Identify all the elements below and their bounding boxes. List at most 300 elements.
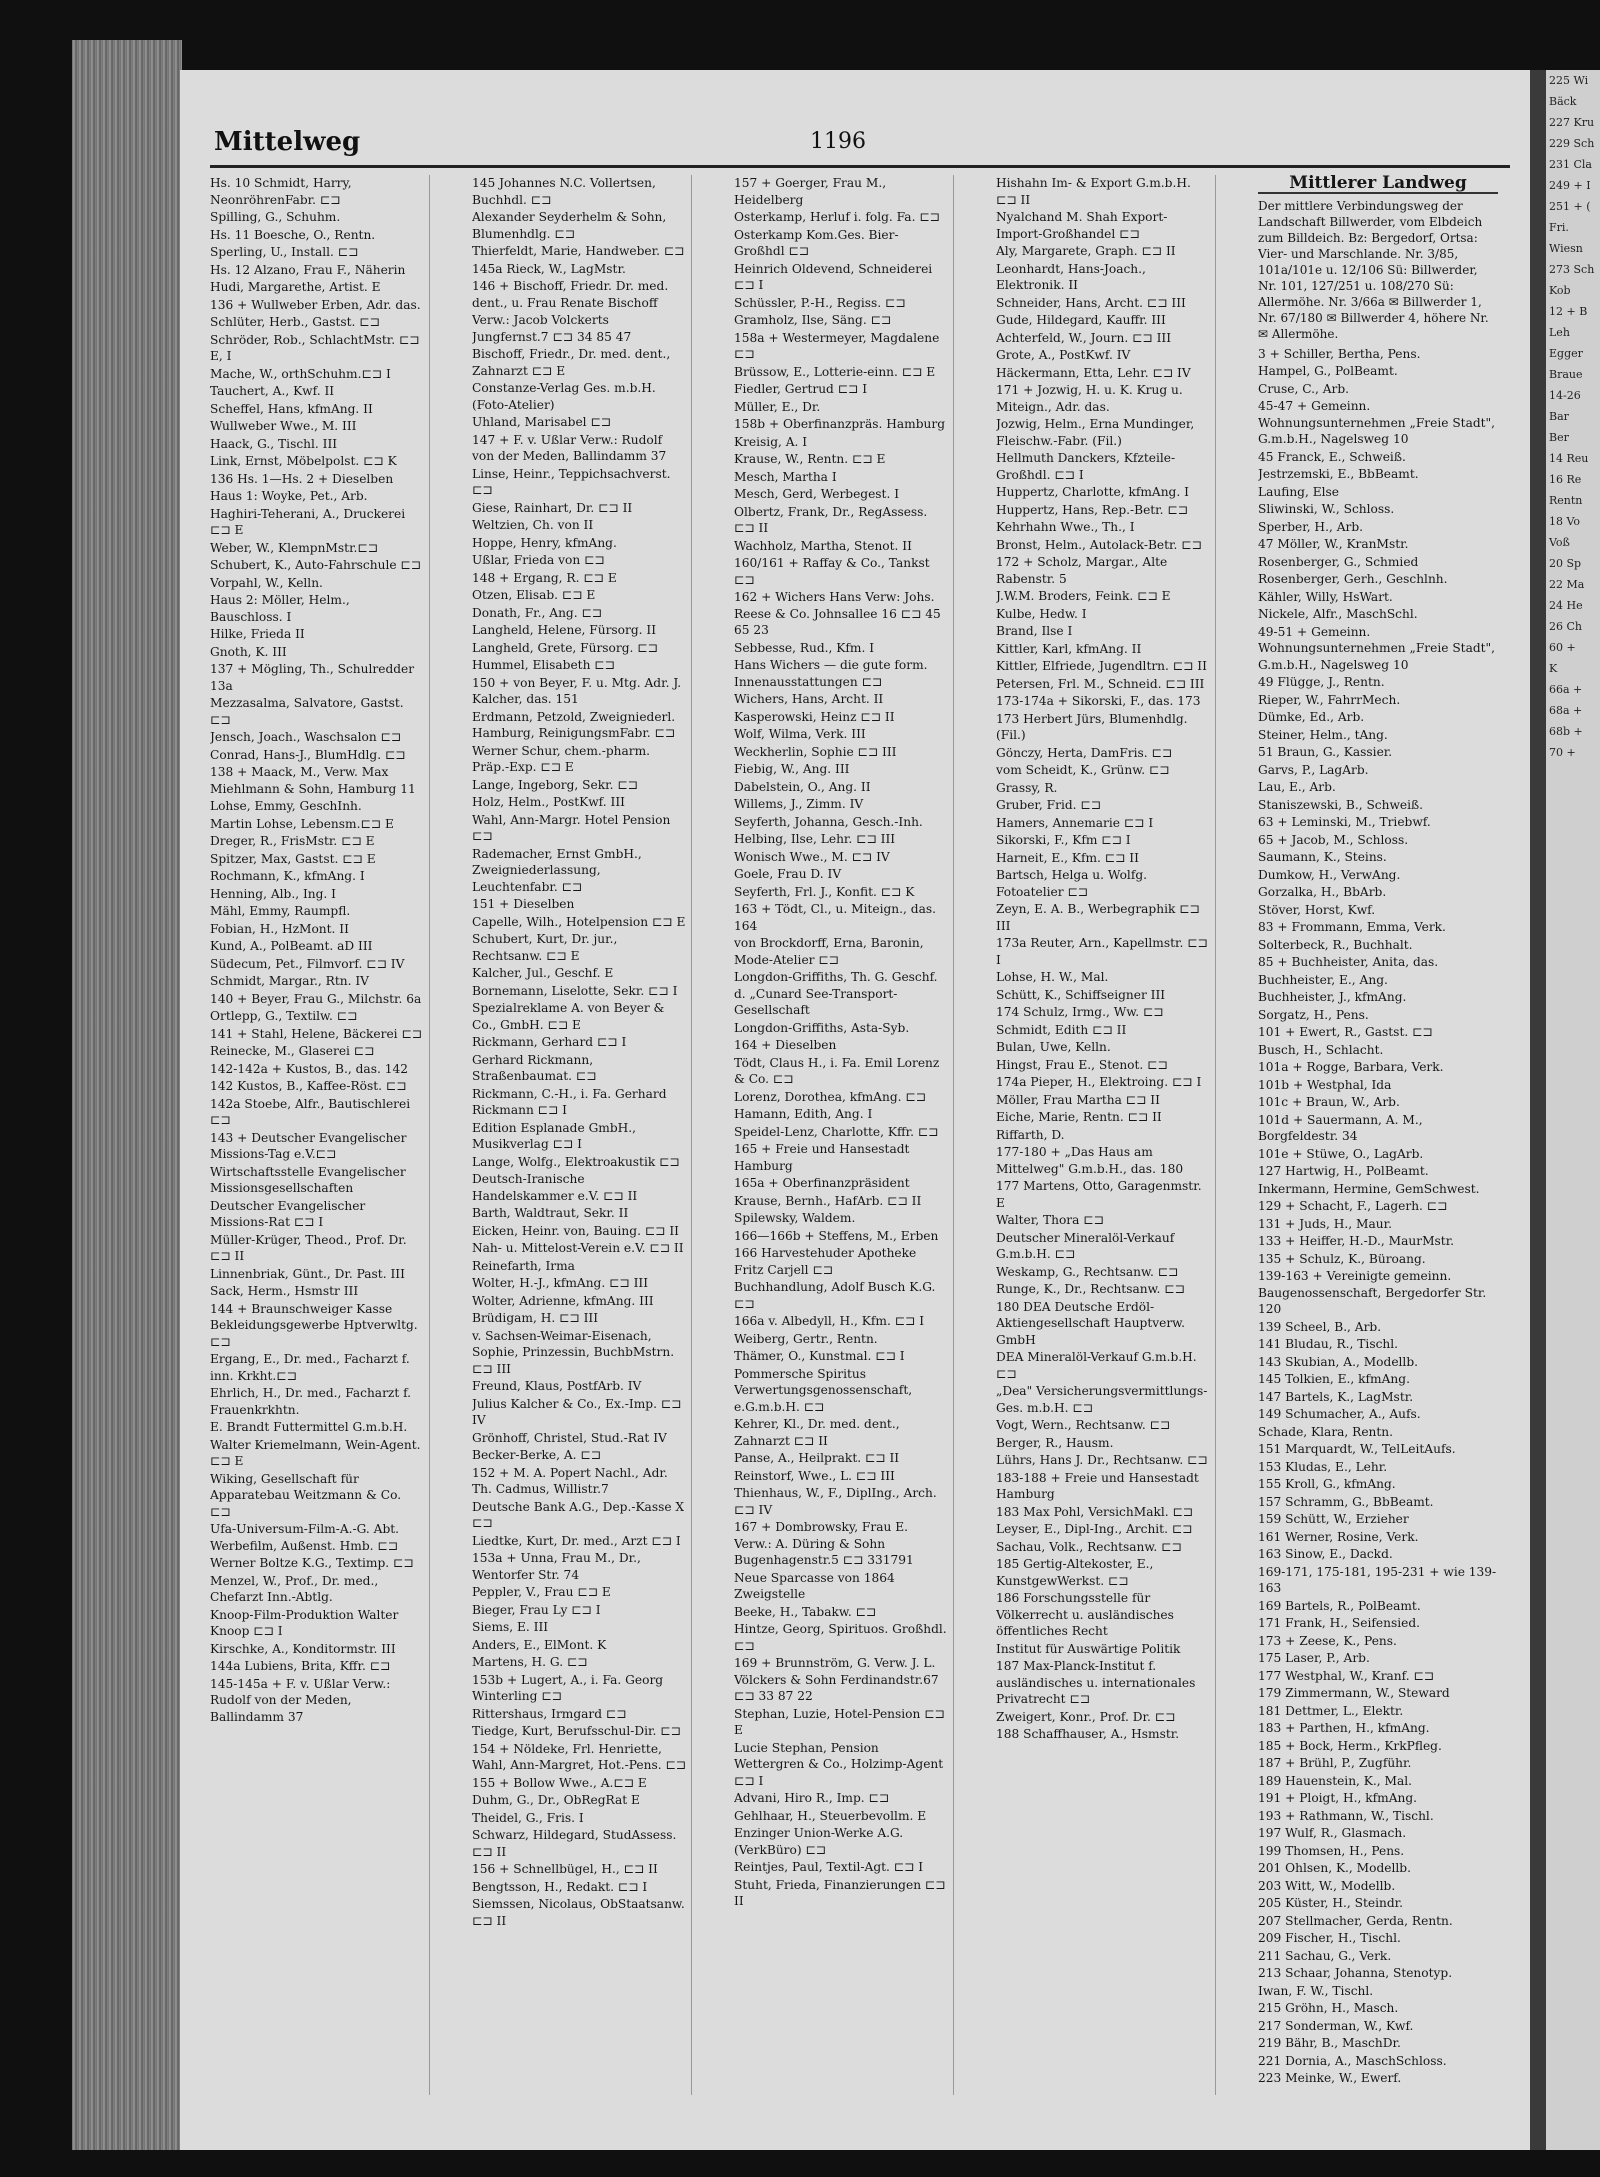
directory-entry: 142-142a + Kustos, B., das. 142: [210, 1061, 408, 1076]
directory-entry: 186 Forschungsstelle für Völkerrecht u. ausländisches öffentliches Recht: [996, 1591, 1174, 1638]
directory-entry: Rochmann, K., kfmAng. I: [210, 869, 365, 883]
directory-entry: 139 Scheel, B., Arb.: [1258, 1319, 1382, 1334]
directory-entry: Fiedler, Gertrud ⊏⊐ I: [734, 382, 868, 396]
directory-entry: Jestrzemski, E., BbBeamt.: [1258, 467, 1419, 481]
directory-entry: Schmidt, Edith ⊏⊐ II: [996, 1022, 1127, 1037]
directory-entry: 157 Schramm, G., BbBeamt.: [1258, 1494, 1434, 1509]
directory-entry: Lau, E., Arb.: [1258, 780, 1336, 794]
directory-entry: Linnenbriak, Günt., Dr. Past. III: [210, 1266, 405, 1281]
directory-entry: Buchheister, E., Ang.: [1258, 972, 1388, 987]
directory-entry: 183-188 + Freie und Hansestadt Hamburg: [996, 1470, 1199, 1501]
directory-entry: 49 Flügge, J., Rentn.: [1258, 675, 1385, 689]
directory-entry: 166—166b + Steffens, M., Erben: [734, 1228, 939, 1243]
next-page-fragment: 273 Sch: [1549, 263, 1595, 276]
next-page-fragment: Braue: [1549, 368, 1583, 381]
directory-entry: Seyferth, Frl. J., Konfit. ⊏⊐ K: [734, 884, 915, 899]
directory-entry: Reinstorf, Wwe., L. ⊏⊐ III: [734, 1468, 895, 1483]
directory-entry: Otzen, Elisab. ⊏⊐ E: [472, 588, 596, 602]
directory-entry: Fiebig, W., Ang. III: [734, 762, 850, 776]
directory-entry: Linse, Heinr., Teppichsachverst. ⊏⊐: [472, 466, 671, 497]
directory-entry: vom Scheidt, K., Grünw. ⊏⊐: [996, 763, 1170, 777]
directory-entry: Hishahn Im- & Export G.m.b.H. ⊏⊐ II: [996, 176, 1191, 207]
directory-entry: Schlüter, Herb., Gastst. ⊏⊐: [210, 315, 380, 329]
directory-entry: Bartsch, Helga u. Wolfg. Fotoatelier ⊏⊐: [996, 868, 1148, 899]
directory-entry: 144 + Braunschweiger Kasse Bekleidungsgewerbe Hptverwltg. ⊏⊐: [210, 1301, 418, 1349]
directory-entry: Speidel-Lenz, Charlotte, Kffr. ⊏⊐: [734, 1124, 939, 1139]
directory-entry: 177 Westphal, W., Kranf. ⊏⊐: [1258, 1668, 1435, 1683]
directory-entry: 47 Möller, W., KranMstr.: [1258, 537, 1409, 551]
directory-entry: Nyalchand M. Shah Export-Import-Großhandel ⊏⊐: [996, 210, 1168, 241]
directory-entry: Hamann, Edith, Ang. I: [734, 1107, 873, 1121]
directory-entry: DEA Mineralöl-Verkauf G.m.b.H. ⊏⊐: [996, 1350, 1197, 1381]
directory-entry: Wullweber Wwe., M. III: [210, 419, 357, 433]
next-page-fragment: 70 +: [1549, 746, 1576, 759]
directory-entry: Schubert, Kurt, Dr. jur., Rechtsanw. ⊏⊐ E: [472, 932, 618, 963]
directory-entry: Weskamp, G., Rechtsanw. ⊏⊐: [996, 1264, 1179, 1279]
directory-entry: Siems, E. III: [472, 1620, 549, 1634]
directory-entry: Stephan, Luzie, Hotel-Pension ⊏⊐ E: [734, 1706, 945, 1737]
directory-entry: Berger, R., Hausm.: [996, 1435, 1114, 1450]
directory-entry: Grönhoff, Christel, Stud.-Rat IV: [472, 1430, 667, 1445]
directory-entry: Müller-Krüger, Theod., Prof. Dr. ⊏⊐ II: [210, 1232, 407, 1263]
street-description: Der mittlere Verbindungsweg der Landschaft Billwerder, vom Elbdeich zum Billdeich. Bz: Bergedorf, Ortsa: Vier- und Marschlande. Nr. 3/85, 101a/101e u. 12/106 Sü: Billwerder, Nr. 101, 127/251 u. 108/270 Sü: Allermöhe. Nr. 3/66a ✉ Billwerder 1, Nr. 67/180 ✉ Billwerder 4, höhere Nr. ✉ Allermöhe.: [1258, 198, 1489, 341]
directory-entry: Aly, Margarete, Graph. ⊏⊐ II: [996, 244, 1176, 258]
directory-entry: Fobian, H., HzMont. II: [210, 921, 349, 936]
directory-entry: Werner Schur, chem.-pharm. Präp.-Exp. ⊏⊐ E: [472, 743, 651, 774]
next-page-fragment: 68b +: [1549, 725, 1583, 738]
directory-entry: Osterkamp Kom.Ges. Bier-Großhdl ⊏⊐: [734, 227, 899, 258]
directory-entry: 101a + Rogge, Barbara, Verk.: [1258, 1060, 1444, 1074]
directory-entry: 187 + Brühl, P., Zugführ.: [1258, 1756, 1412, 1770]
directory-entry: Capelle, Wilh., Hotelpension ⊏⊐ E: [472, 914, 686, 929]
page-number: 1196: [810, 129, 866, 154]
directory-entry: Krause, W., Rentn. ⊏⊐ E: [734, 452, 886, 466]
directory-entry: 142a Stoebe, Alfr., Bautischlerei ⊏⊐: [210, 1096, 411, 1127]
directory-entry: 140 + Beyer, Frau G., Milchstr. 6a: [210, 991, 422, 1006]
directory-entry: Edition Esplanade GmbH., Musikverlag ⊏⊐ I: [472, 1120, 637, 1151]
directory-entry: Steiner, Helm., tAng.: [1258, 727, 1388, 742]
directory-entry: Haus 2: Möller, Helm., Bauschloss. I: [210, 593, 350, 624]
directory-entry: Jensch, Joach., Waschsalon ⊏⊐: [210, 730, 402, 744]
directory-entry: 164 + Dieselben: [734, 1038, 837, 1052]
directory-entry: Dreger, R., FrisMstr. ⊏⊐ E: [210, 834, 375, 848]
directory-entry: Siemssen, Nicolaus, ObStaatsanw. ⊏⊐ II: [472, 1897, 685, 1928]
directory-entry: 177 Martens, Otto, Garagenmstr. E: [996, 1179, 1202, 1210]
directory-entry: 180 DEA Deutsche Erdöl-Aktiengesellschaft Hauptverw. GmbH: [996, 1299, 1186, 1347]
directory-entry: Möller, Frau Martha ⊏⊐ II: [996, 1092, 1160, 1107]
directory-entry: Ergang, E., Dr. med., Facharzt f. inn. Krkht.⊏⊐: [210, 1352, 410, 1383]
directory-entry: Schmidt, Margar., Rtn. IV: [210, 974, 369, 988]
next-page-fragment: Ber: [1549, 431, 1569, 444]
directory-entry: Weltzien, Ch. von II: [472, 518, 594, 532]
directory-entry: Wirtschaftsstelle Evangelischer Missionsgesellschaften: [210, 1164, 406, 1195]
directory-entry: Kittler, Elfriede, Jugendltrn. ⊏⊐ II: [996, 659, 1207, 673]
directory-entry: 155 Kroll, G., kfmAng.: [1258, 1477, 1396, 1491]
directory-entry: 191 + Ploigt, H., kfmAng.: [1258, 1791, 1418, 1805]
directory-entry: Mesch, Gerd, Werbegest. I: [734, 487, 900, 501]
directory-entry: Zweigert, Konr., Prof. Dr. ⊏⊐: [996, 1709, 1176, 1724]
directory-entry: 141 Bludau, R., Tischl.: [1258, 1337, 1399, 1351]
directory-entry: Lucie Stephan, Pension Wettergren & Co., Holzimp-Agent ⊏⊐ I: [734, 1740, 944, 1788]
directory-entry: Rosenberger, G., Schmied: [1258, 554, 1419, 569]
directory-entry: Tauchert, A., Kwf. II: [210, 384, 335, 398]
book-page-edges: [72, 40, 182, 2150]
directory-entry: Knoop-Film-Produktion Walter Knoop ⊏⊐ I: [210, 1607, 399, 1638]
directory-entry: Gruber, Frid. ⊏⊐: [996, 798, 1102, 812]
directory-entry: Barth, Waldtraut, Sekr. II: [472, 1206, 629, 1220]
directory-entry: 207 Stellmacher, Gerda, Rentn.: [1258, 1913, 1453, 1928]
directory-entry: Bischoff, Friedr., Dr. med. dent., Zahnarzt ⊏⊐ E: [472, 347, 671, 378]
directory-entry: Eicken, Heinr. von, Bauing. ⊏⊐ II: [472, 1223, 679, 1238]
directory-entry: 142 Kustos, B., Kaffee-Röst. ⊏⊐: [210, 1079, 407, 1093]
directory-entry: Dümke, Ed., Arb.: [1258, 710, 1365, 724]
directory-entry: Longdon-Griffiths, Asta-Syb.: [734, 1020, 910, 1035]
directory-entry: Wahl, Ann-Margr. Hotel Pension ⊏⊐: [472, 812, 671, 843]
directory-entry: 173a Reuter, Arn., Kapellmstr. ⊏⊐ I: [996, 936, 1208, 967]
next-page-fragment: Egger: [1549, 347, 1583, 360]
directory-entry: Hans Wichers — die gute form. Innenausstattungen ⊏⊐: [734, 658, 928, 689]
directory-entry: 217 Sonderman, W., Kwf.: [1258, 2018, 1414, 2033]
directory-entry: 163 Sinow, E., Dackd.: [1258, 1547, 1393, 1561]
directory-entry: Wiking, Gesellschaft für Apparatebau Weitzmann & Co. ⊏⊐: [210, 1471, 402, 1519]
directory-entry: Alexander Seyderhelm & Sohn, Blumenhdlg. ⊏⊐: [472, 210, 667, 241]
directory-entry: Haus 1: Woyke, Pet., Arb.: [210, 489, 368, 503]
directory-entry: Petersen, Frl. M., Schneid. ⊏⊐ III: [996, 676, 1205, 691]
street-heading: Mittlerer Landweg: [1258, 175, 1498, 194]
directory-entry: Ortlepp, G., Textilw. ⊏⊐: [210, 1009, 358, 1023]
next-page-fragment: 251 + (: [1549, 200, 1591, 213]
directory-entry: 213 Schaar, Johanna, Stenotyp.: [1258, 1966, 1453, 1980]
directory-entry: Schwarz, Hildegard, StudAssess. ⊏⊐ II: [472, 1828, 677, 1859]
directory-entry: Huppertz, Charlotte, kfmAng. I: [996, 485, 1189, 499]
directory-entry: 143 Skubian, A., Modellb.: [1258, 1354, 1419, 1369]
directory-entry: Wichers, Hans, Archt. II: [734, 692, 884, 706]
directory-entry: 199 Thomsen, H., Pens.: [1258, 1843, 1405, 1858]
directory-entry: Mesch, Martha I: [734, 469, 837, 484]
directory-entry: 162 + Wichers Hans Verw: Johs. Reese & Co. Johnsallee 16 ⊏⊐ 45 65 23: [734, 590, 941, 637]
directory-entry: 137 + Mögling, Th., Schulredder 13a: [210, 662, 415, 693]
directory-entry: Holz, Helm., PostKwf. III: [472, 795, 625, 809]
directory-entry: Gramholz, Ilse, Säng. ⊏⊐: [734, 313, 892, 327]
directory-entry: 136 Hs. 1—Hs. 2 + Dieselben: [210, 471, 394, 486]
directory-entry: Heinrich Oldevend, Schneiderei ⊏⊐ I: [734, 261, 933, 292]
directory-entry: 221 Dornia, A., MaschSchloss.: [1258, 2053, 1447, 2068]
next-page-fragment: 225 Wi: [1549, 74, 1589, 87]
directory-entry: Sack, Herm., Hsmstr III: [210, 1284, 359, 1298]
directory-entry: Goele, Frau D. IV: [734, 867, 842, 881]
directory-entry: 185 + Bock, Herm., KrkPfleg.: [1258, 1738, 1442, 1753]
directory-entry: 83 + Frommann, Emma, Verk.: [1258, 920, 1446, 934]
directory-entry: 169 + Brunnström, G. Verw. J. L. Völckers & Sohn Ferdinandstr.67 ⊏⊐ 33 87 22: [734, 1656, 939, 1703]
directory-entry: 154 + Nöldeke, Frl. Henriette, Wahl, Ann-Margret, Hot.-Pens. ⊏⊐: [472, 1741, 687, 1772]
directory-entry: Gnoth, K. III: [210, 644, 287, 659]
directory-entry: Bengtsson, H., Redakt. ⊏⊐ I: [472, 1879, 648, 1894]
directory-entry: Müller, E., Dr.: [734, 399, 821, 414]
directory-entry: 193 + Rathmann, W., Tischl.: [1258, 1808, 1434, 1823]
directory-entry: Spezialreklame A. von Beyer & Co., GmbH. ⊏⊐ E: [472, 1001, 665, 1032]
directory-entry: Dumkow, H., VerwAng.: [1258, 867, 1401, 882]
directory-entry: Lohse, H. W., Mal.: [996, 970, 1109, 984]
directory-column-3: [734, 175, 954, 2095]
directory-entry: 201 Ohlsen, K., Modellb.: [1258, 1861, 1411, 1875]
directory-entry: 149 Schumacher, A., Aufs.: [1258, 1407, 1421, 1421]
directory-entry: Bieger, Frau Ly ⊏⊐ I: [472, 1602, 601, 1617]
directory-entry: 138 + Maack, M., Verw. Max Miehlmann & Sohn, Hamburg 11: [210, 765, 416, 796]
directory-entry: Bornemann, Liselotte, Sekr. ⊏⊐ I: [472, 983, 678, 998]
directory-entry: Weiberg, Gertr., Rentn.: [734, 1331, 878, 1346]
directory-entry: Kähler, Willy, HsWart.: [1258, 589, 1393, 604]
directory-entry: Rosenberger, Gerh., Geschlnh.: [1258, 572, 1448, 586]
directory-entry: Rittershaus, Irmgard ⊏⊐: [472, 1706, 627, 1721]
directory-entry: Brand, Ilse I: [996, 624, 1073, 638]
directory-entry: Rademacher, Ernst GmbH., Zweigniederlassung, Leuchtenfabr. ⊏⊐: [472, 846, 642, 894]
directory-entry: Harneit, E., Kfm. ⊏⊐ II: [996, 850, 1139, 865]
directory-entry: Deutscher Mineralöl-Verkauf G.m.b.H. ⊏⊐: [996, 1230, 1175, 1261]
next-page-fragment: Leh: [1549, 326, 1570, 339]
directory-entry: Kreisig, A. I: [734, 434, 808, 449]
directory-entry: Willems, J., Zimm. IV: [734, 797, 864, 811]
directory-entry: Stuht, Frieda, Finanzierungen ⊏⊐ II: [734, 1877, 946, 1908]
directory-entry: 101e + Stüwe, O., LagArb.: [1258, 1146, 1424, 1161]
directory-entry: Advani, Hiro R., Imp. ⊏⊐: [734, 1791, 890, 1805]
directory-entry: 145a Rieck, W., LagMstr.: [472, 261, 626, 276]
directory-entry: Hingst, Frau E., Stenot. ⊏⊐: [996, 1057, 1168, 1072]
directory-entry: Südecum, Pet., Filmvorf. ⊏⊐ IV: [210, 956, 405, 971]
directory-entry: Wolter, Adrienne, kfmAng. III: [472, 1293, 654, 1308]
directory-entry: Rickmann, Gerhard ⊏⊐ I: [472, 1035, 627, 1049]
directory-entry: Hellmuth Danckers, Kfzteile-Großhdl. ⊏⊐ I: [996, 451, 1176, 482]
next-page-fragment: 12 + B: [1549, 305, 1588, 318]
directory-entry: Ehrlich, H., Dr. med., Facharzt f. Frauenkrkhtn.: [210, 1386, 412, 1417]
directory-entry: Haghiri-Teherani, A., Druckerei ⊏⊐ E: [210, 506, 406, 537]
directory-entry: Uhland, Marisabel ⊏⊐: [472, 415, 612, 429]
directory-entry: Tödt, Claus H., i. Fa. Emil Lorenz & Co. ⊏⊐: [734, 1055, 940, 1086]
directory-entry: Hummel, Elisabeth ⊏⊐: [472, 658, 615, 672]
directory-entry: 131 + Juds, H., Maur.: [1258, 1216, 1392, 1231]
directory-entry: 167 + Dombrowsky, Frau E. Verw.: A. Düring & Sohn Bugenhagenstr.5 ⊏⊐ 331791: [734, 1520, 914, 1567]
directory-entry: Langheld, Grete, Fürsorg. ⊏⊐: [472, 640, 658, 655]
directory-entry: Lorenz, Dorothea, kfmAng. ⊏⊐: [734, 1089, 927, 1104]
directory-entry: Walter, Thora ⊏⊐: [996, 1213, 1104, 1227]
directory-entry: Pommersche Spiritus Verwertungsgenossenschaft, e.G.m.b.H. ⊏⊐: [734, 1366, 913, 1414]
directory-entry: Garvs, P., LagArb.: [1258, 762, 1369, 777]
directory-entry: Hs. 10 Schmidt, Harry, NeonröhrenFabr. ⊏⊐: [210, 176, 352, 207]
directory-entry: 129 + Schacht, F., Lagerh. ⊏⊐: [1258, 1199, 1448, 1213]
page-header: [210, 125, 1510, 168]
directory-entry: 173-174a + Sikorski, F., das. 173: [996, 694, 1201, 708]
directory-entry: Mezzasalma, Salvatore, Gastst. ⊏⊐: [210, 696, 404, 727]
directory-entry: Sperber, H., Arb.: [1258, 519, 1363, 534]
directory-entry: 145-145a + F. v. Ußlar Verw.: Rudolf von der Meden, Ballindamm 37: [210, 1676, 391, 1724]
directory-entry: Brüdigam, H. ⊏⊐ III: [472, 1311, 599, 1325]
next-page-fragment: 231 Cla: [1549, 158, 1592, 171]
directory-entry: Wolf, Wilma, Verk. III: [734, 727, 866, 741]
directory-entry: 156 + Schnellbügel, H., ⊏⊐ II: [472, 1862, 658, 1876]
directory-entry: Kund, A., PolBeamt. aD III: [210, 939, 373, 953]
directory-entry: 148 + Ergang, R. ⊏⊐ E: [472, 570, 617, 585]
directory-entry: Link, Ernst, Möbelpolst. ⊏⊐ K: [210, 454, 397, 468]
directory-entry: Sikorski, F., Kfm ⊏⊐ I: [996, 833, 1131, 847]
directory-entry: Gude, Hildegard, Kauffr. III: [996, 313, 1166, 327]
directory-entry: 165a + Oberfinanzpräsident: [734, 1176, 910, 1190]
directory-entry: Gehlhaar, H., Steuerbevollm. E: [734, 1808, 927, 1823]
directory-entry: Hintze, Georg, Spirituos. Großhdl. ⊏⊐: [734, 1622, 947, 1653]
next-page-fragment: 26 Ch: [1549, 620, 1582, 633]
directory-entry: Krause, Bernh., HafArb. ⊏⊐ II: [734, 1193, 922, 1208]
directory-entry: Menzel, W., Prof., Dr. med., Chefarzt Inn.-Abtlg.: [210, 1573, 379, 1604]
directory-entry: Hudi, Margarethe, Artist. E: [210, 280, 381, 294]
directory-entry: Ußlar, Frieda von ⊏⊐: [472, 553, 605, 567]
directory-entry: von Brockdorff, Erna, Baronin, Mode-Atelier ⊏⊐: [734, 936, 924, 967]
directory-entry: Beeke, H., Tabakw. ⊏⊐: [734, 1604, 877, 1619]
directory-entry: 211 Sachau, G., Verk.: [1258, 1948, 1392, 1963]
directory-entry: 219 Bähr, B., MaschDr.: [1258, 2036, 1401, 2050]
directory-entry: 169-171, 175-181, 195-231 + wie 139-163: [1258, 1564, 1497, 1595]
next-page-fragment: Kob: [1549, 284, 1571, 297]
next-page-fragment: 14-26: [1549, 389, 1581, 402]
directory-entry: 163 + Tödt, Cl., u. Miteign., das. 164: [734, 902, 936, 933]
next-page-fragment: Rentn: [1549, 494, 1583, 507]
next-page-fragment: 66a +: [1549, 683, 1583, 696]
directory-entry: 166 Harvestehuder Apotheke Fritz Carjell ⊏⊐: [734, 1246, 917, 1277]
directory-entry: Hoppe, Henry, kfmAng.: [472, 535, 617, 550]
directory-entry: Lohse, Emmy, GeschInh.: [210, 799, 362, 813]
directory-entry: Kirschke, A., Konditormstr. III: [210, 1641, 396, 1656]
directory-entry: Saumann, K., Steins.: [1258, 850, 1387, 864]
directory-entry: Riffarth, D.: [996, 1127, 1065, 1142]
directory-entry: Duhm, G., Dr., ObRegRat E: [472, 1793, 640, 1807]
directory-entry: 197 Wulf, R., Glasmach.: [1258, 1826, 1407, 1840]
directory-column-4: [996, 175, 1216, 2095]
directory-entry: Nickele, Alfr., MaschSchl.: [1258, 607, 1418, 621]
directory-entry: 151 + Dieselben: [472, 897, 575, 911]
directory-entry: 171 + Jozwig, H. u. K. Krug u. Miteign., Adr. das.: [996, 383, 1183, 414]
directory-entry: Leonhardt, Hans-Joach., Elektronik. II: [996, 261, 1146, 292]
directory-entry: 209 Fischer, H., Tischl.: [1258, 1931, 1401, 1945]
directory-entry: 65 + Jacob, M., Schloss.: [1258, 832, 1409, 847]
next-page-fragment: Voß: [1549, 536, 1570, 549]
directory-entry: Hs. 12 Alzano, Frau F., Näherin: [210, 262, 406, 277]
directory-entry: 51 Braun, G., Kassier.: [1258, 745, 1393, 759]
directory-entry: Freund, Klaus, PostfArb. IV: [472, 1379, 642, 1393]
directory-entry: 158a + Westermeyer, Magdalene ⊏⊐: [734, 330, 940, 361]
directory-entry: Panse, A., Heilprakt. ⊏⊐ II: [734, 1451, 900, 1465]
directory-entry: Thienhaus, W., F., DiplIng., Arch. ⊏⊐ IV: [734, 1486, 937, 1517]
next-page-fragment: 22 Ma: [1549, 578, 1585, 591]
directory-entry: E. Brandt Futtermittel G.m.b.H.: [210, 1420, 408, 1434]
directory-entry: 158b + Oberfinanzpräs. Hamburg: [734, 417, 945, 431]
directory-entry: Häckermann, Etta, Lehr. ⊏⊐ IV: [996, 365, 1191, 380]
directory-entry: Laufing, Else: [1258, 484, 1339, 499]
directory-entry: 85 + Buchheister, Anita, das.: [1258, 955, 1439, 969]
directory-entry: 185 Gertig-Altekoster, E., KunstgewWerkst. ⊏⊐: [996, 1557, 1154, 1588]
directory-entry: Erdmann, Petzold, Zweigniederl. Hamburg, ReinigungsmFabr. ⊏⊐: [472, 709, 676, 740]
directory-entry: 153b + Lugert, A., i. Fa. Georg Winterling ⊏⊐: [472, 1672, 664, 1703]
directory-entry: Lange, Ingeborg, Sekr. ⊏⊐: [472, 777, 638, 792]
directory-entry: 165 + Freie und Hansestadt Hamburg: [734, 1142, 910, 1173]
directory-entry: Cruse, C., Arb.: [1258, 381, 1350, 396]
directory-entry: Sorgatz, H., Pens.: [1258, 1007, 1369, 1022]
directory-entry: 203 Witt, W., Modellb.: [1258, 1878, 1396, 1893]
directory-entry: Kulbe, Hedw. I: [996, 606, 1087, 621]
directory-entry: Lange, Wolfg., Elektroakustik ⊏⊐: [472, 1154, 680, 1169]
directory-entry: Enzinger Union-Werke A.G. (VerkBüro) ⊏⊐: [734, 1826, 904, 1857]
directory-entry: 45-47 + Gemeinn. Wohnungsunternehmen „Freie Stadt", G.m.b.H., Nagelsweg 10: [1258, 399, 1496, 446]
next-page-fragment: 14 Reu: [1549, 452, 1589, 465]
directory-entry: Spilewsky, Waldem.: [734, 1211, 856, 1225]
directory-entry: 139-163 + Vereinigte gemeinn. Baugenossenschaft, Bergedorfer Str. 120: [1258, 1269, 1487, 1316]
directory-entry: 205 Küster, H., Steindr.: [1258, 1896, 1404, 1910]
next-page-fragment: Bäck: [1549, 95, 1577, 108]
directory-entry: 150 + von Beyer, F. u. Mtg. Adr. J. Kalcher, das. 151: [472, 675, 682, 706]
directory-entry: Grote, A., PostKwf. IV: [996, 348, 1131, 362]
next-page-fragment: 18 Vo: [1549, 515, 1581, 528]
directory-entry: 133 + Heiffer, H.-D., MaurMstr.: [1258, 1234, 1455, 1248]
next-page-fragment: 16 Re: [1549, 473, 1582, 486]
directory-entry: 181 Dettmer, L., Elektr.: [1258, 1703, 1404, 1718]
directory-entry: 223 Meinke, W., Ewerf.: [1258, 2071, 1402, 2085]
directory-entry: Reintjes, Paul, Textil-Agt. ⊏⊐ I: [734, 1860, 924, 1874]
directory-entry: Stöver, Horst, Kwf.: [1258, 902, 1376, 917]
directory-entry: Schneider, Hans, Archt. ⊏⊐ III: [996, 295, 1186, 310]
directory-entry: Spilling, G., Schuhm.: [210, 210, 341, 224]
directory-entry: 174 Schulz, Irmg., Ww. ⊏⊐: [996, 1005, 1164, 1019]
directory-entry: 153 Kludas, E., Lehr.: [1258, 1459, 1388, 1474]
next-page-fragment: 249 + I: [1549, 179, 1591, 192]
directory-entry: Inkermann, Hermine, GemSchwest.: [1258, 1181, 1480, 1196]
directory-entry: Hamers, Annemarie ⊏⊐ I: [996, 815, 1154, 830]
directory-entry: 63 + Leminski, M., Triebwf.: [1258, 815, 1431, 829]
directory-entry: Lührs, Hans J. Dr., Rechtsanw. ⊏⊐: [996, 1453, 1208, 1467]
directory-entry: Scheffel, Hans, kfmAng. II: [210, 401, 373, 416]
directory-entry: Osterkamp, Herluf i. folg. Fa. ⊏⊐: [734, 210, 940, 224]
next-page-fragment: 68a +: [1549, 704, 1583, 717]
directory-entry: 155 + Bollow Wwe., A.⊏⊐ E: [472, 1775, 647, 1790]
next-page-fragment: Wiesn: [1549, 242, 1583, 255]
directory-entry: 145 Johannes N.C. Vollertsen, Buchhdl. ⊏⊐: [472, 176, 656, 207]
directory-entry: Theidel, G., Fris. I: [472, 1810, 584, 1825]
directory-entry: 147 + F. v. Ußlar Verw.: Rudolf von der Meden, Ballindamm 37: [472, 432, 667, 463]
directory-column-1: [210, 175, 430, 2095]
directory-entry: Werner Boltze K.G., Textimp. ⊏⊐: [210, 1556, 414, 1570]
directory-entry: 179 Zimmermann, W., Steward: [1258, 1686, 1450, 1700]
directory-entry: 183 Max Pohl, VersichMakl. ⊏⊐: [996, 1504, 1194, 1519]
directory-entry: Schütt, K., Schiffseigner III: [996, 987, 1166, 1002]
directory-entry: Vogt, Wern., Rechtsanw. ⊏⊐: [996, 1418, 1171, 1432]
directory-entry: Olbertz, Frank, Dr., RegAssess. ⊏⊐ II: [734, 504, 928, 535]
directory-entry: 169 Bartels, R., PolBeamt.: [1258, 1598, 1421, 1613]
directory-entry: Brüssow, E., Lotterie-einn. ⊏⊐ E: [734, 364, 936, 379]
next-page-fragment: Bar: [1549, 410, 1569, 423]
directory-entry: Kehrer, Kl., Dr. med. dent., Zahnarzt ⊏⊐ II: [734, 1417, 900, 1448]
directory-entry: Kasperowski, Heinz ⊏⊐ II: [734, 709, 895, 724]
directory-entry: Peppler, V., Frau ⊏⊐ E: [472, 1585, 611, 1599]
directory-entry: Constanze-Verlag Ges. m.b.H. (Foto-Atelier): [472, 381, 656, 412]
directory-entry: Hampel, G., PolBeamt.: [1258, 364, 1398, 378]
directory-entry: Neue Sparcasse von 1864 Zweigstelle: [734, 1570, 895, 1601]
directory-entry: Nah- u. Mittelost-Verein e.V. ⊏⊐ II: [472, 1241, 684, 1255]
directory-entry: Reinefarth, Irma: [472, 1258, 575, 1273]
directory-entry: 173 + Zeese, K., Pens.: [1258, 1633, 1397, 1648]
directory-entry: Walter Kriemelmann, Wein-Agent. ⊏⊐ E: [210, 1437, 421, 1468]
directory-entry: 187 Max-Planck-Institut f. ausländisches u. internationales Privatrecht ⊏⊐: [996, 1659, 1196, 1706]
directory-entry: 101d + Sauermann, A. M., Borgfeldestr. 34: [1258, 1112, 1423, 1143]
directory-entry: Donath, Fr., Ang. ⊏⊐: [472, 605, 603, 620]
directory-entry: Spitzer, Max, Gastst. ⊏⊐ E: [210, 851, 376, 866]
directory-entry: Sliwinski, W., Schloss.: [1258, 502, 1395, 516]
directory-entry: Rickmann, C.-H., i. Fa. Gerhard Rickmann ⊏⊐ I: [472, 1086, 667, 1117]
directory-entry: Seyferth, Johanna, Gesch.-Inh.: [734, 814, 923, 829]
